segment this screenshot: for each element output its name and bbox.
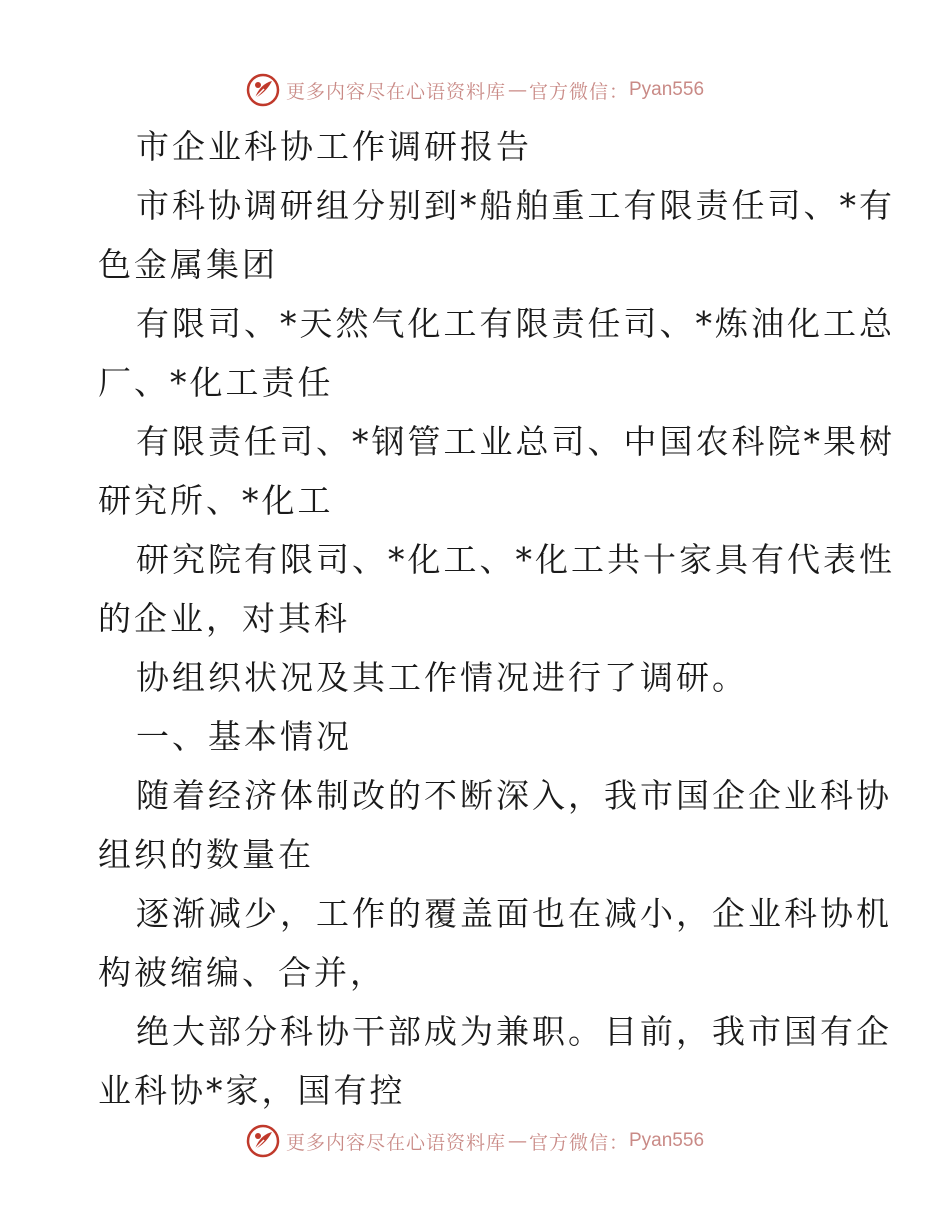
text-line: 一、基本情况 — [136, 717, 352, 756]
text-line: 有限责任司、*钢管工业总司、中国农科院*果树 — [136, 422, 895, 461]
text-line: 厂、*化工责任 — [98, 363, 334, 402]
text-line: 色金属集团 — [98, 245, 278, 284]
document-body — [98, 117, 895, 1120]
text-line: 组织的数量在 — [98, 835, 314, 874]
text-line: 研究院有限司、*化工、*化工共十家具有代表性 — [136, 540, 895, 579]
watermark-footer — [0, 1121, 950, 1161]
watermark-wechat-label: 官方微信： — [528, 1131, 629, 1154]
feather-pen-logo-icon — [246, 1124, 280, 1158]
watermark-wechat-id: Pyan556 — [629, 1130, 705, 1151]
text-line: 的企业，对其科 — [98, 599, 350, 638]
watermark-wechat-id: Pyan556 — [629, 79, 705, 100]
text-line: 协组织状况及其工作情况进行了调研。 — [136, 658, 748, 697]
text-line: 市企业科协工作调研报告 — [136, 127, 532, 166]
watermark-separator: — — [507, 1130, 527, 1152]
feather-pen-logo-icon — [246, 73, 280, 107]
text-line: 市科协调研组分别到*船舶重工有限责任司、*有 — [136, 186, 895, 225]
text-line: 有限司、*天然气化工有限责任司、*炼油化工总 — [136, 304, 895, 343]
watermark-text: 更多内容尽在心语资料库 — [285, 80, 506, 103]
text-line: 随着经济体制改的不断深入，我市国企企业科协 — [136, 776, 892, 815]
watermark-header — [0, 70, 950, 110]
text-line: 逐渐减少，工作的覆盖面也在减小，企业科协机 — [136, 894, 892, 933]
watermark-text: 更多内容尽在心语资料库 — [285, 1131, 506, 1154]
watermark-separator: — — [507, 79, 527, 101]
watermark-wechat-label: 官方微信： — [528, 80, 629, 103]
text-line: 研究所、*化工 — [98, 481, 334, 520]
text-line: 构被缩编、合并， — [98, 953, 386, 992]
text-line: 绝大部分科协干部成为兼职。目前，我市国有企 — [136, 1012, 892, 1051]
text-line: 业科协*家，国有控 — [98, 1071, 406, 1110]
